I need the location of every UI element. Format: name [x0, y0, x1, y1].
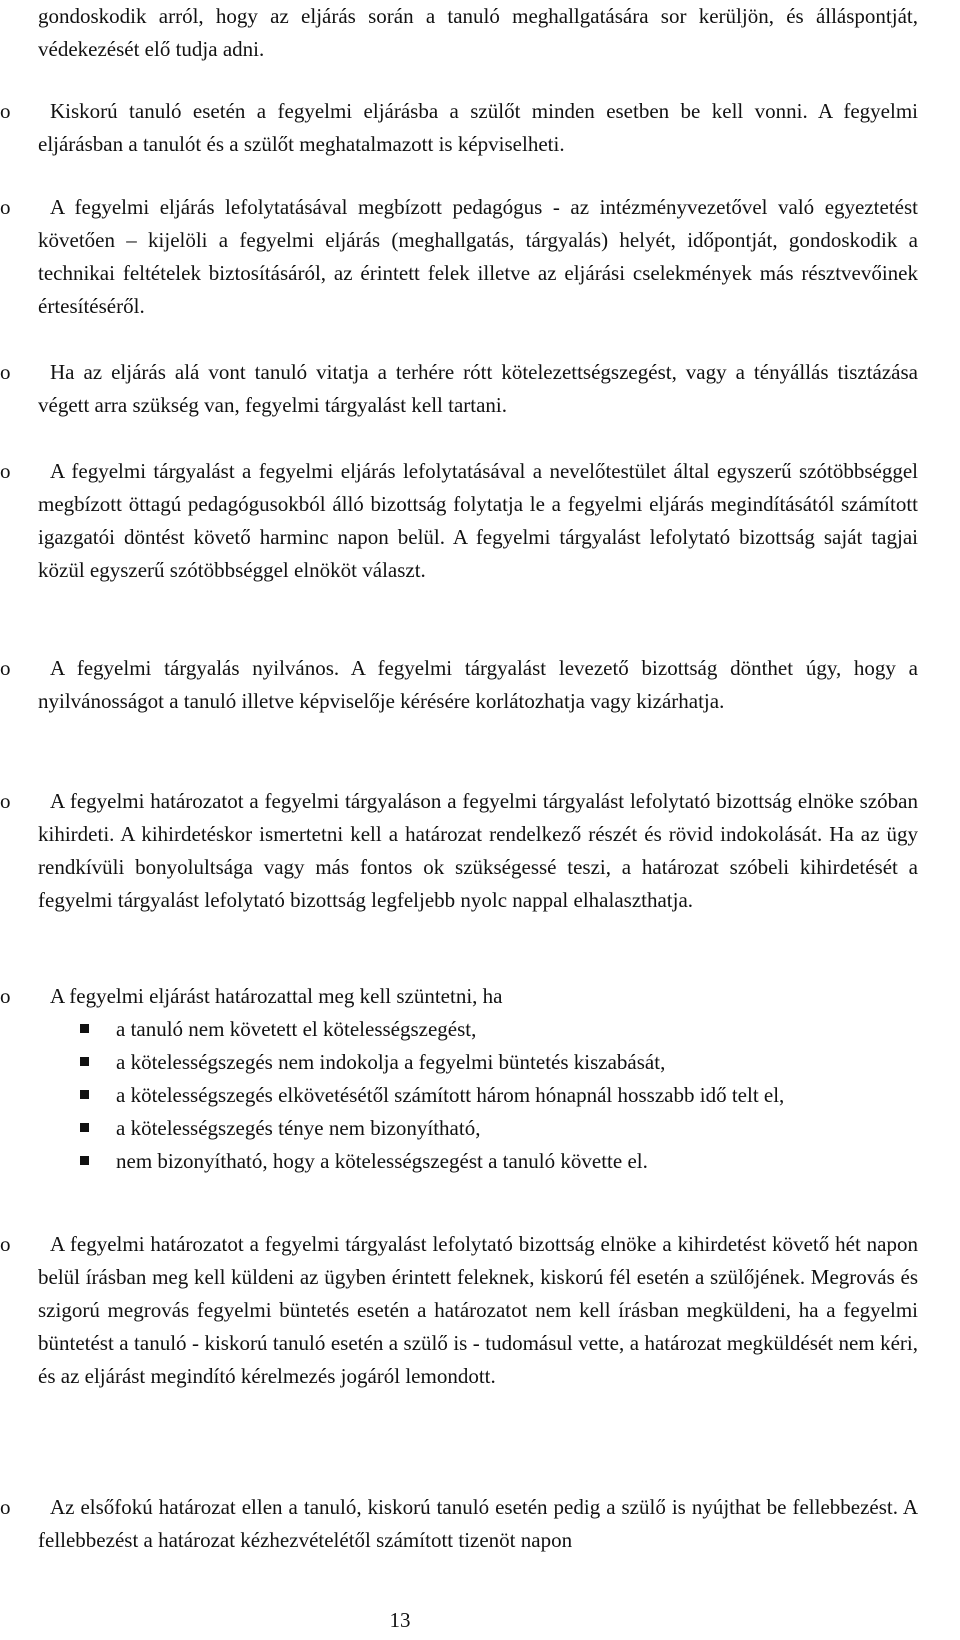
sub-list-item-text: a kötelességszegés ténye nem bizonyítható, [116, 1116, 481, 1140]
list-item [0, 1491, 918, 1557]
intro-continuation: gondoskodik arról, hogy az eljárás során a tanuló meghallgatására sor kerüljön, és álláspontját, védekezését elő tudja adni. [38, 4, 918, 61]
square-bullet-icon [80, 1123, 89, 1132]
square-bullet-icon [80, 1090, 89, 1099]
list-item-text: A fegyelmi eljárás lefolytatásával megbízott pedagógus - az intézményvezetővel való egyeztetést követően – kijelöli a fegyelmi eljárás (meghallgatás, tárgyalás) helyét, időpontját, gondoskodik a technikai feltételek biztosításáról, az érintett felek illetve az eljárási cselekmények más résztvevőinek értesítéséről. [38, 195, 918, 318]
bullet-marker: o [0, 459, 11, 483]
sub-list-item [76, 1079, 918, 1112]
sub-list-item [76, 1112, 918, 1145]
page-number: 13 [389, 1608, 411, 1632]
bullet-marker: o [0, 99, 11, 123]
square-bullet-icon [80, 1156, 89, 1165]
list-item-text: Kiskorú tanuló esetén a fegyelmi eljárásba a szülőt minden esetben be kell vonni. A fegyelmi eljárásban a tanulót és a szülőt meghatalmazott is képviselheti. [38, 99, 918, 156]
list-item [0, 455, 918, 587]
list-item-text: A fegyelmi határozatot a fegyelmi tárgyalást lefolytató bizottság elnöke a kihirdetést követő hét napon belül írásban meg kell küldeni az ügyben érintett feleknek, kiskorú fél esetén a szülőjének. Megrovás és szigorú megrovás fegyelmi büntetés esetén a határozatot nem kell írásban megküldeni, ha a fegyelmi büntetést a tanuló - kiskorú tanuló esetén a szülő is - tudomásul vette, a határozat megküldését nem kéri, és az eljárást megindító kérelmezés jogáról lemondott. [38, 1232, 918, 1388]
bullet-marker: o [0, 1495, 11, 1519]
list-item [0, 191, 918, 323]
sub-list-item [76, 1046, 918, 1079]
bullet-marker: o [0, 789, 11, 813]
list-item-text: Ha az eljárás alá vont tanuló vitatja a terhére rótt kötelezettségszegést, vagy a tényállás tisztázása végett arra szükség van, fegyelmi tárgyalást kell tartani. [38, 360, 918, 417]
list-item-text: A fegyelmi tárgyalás nyilvános. A fegyelmi tárgyalást levezető bizottság dönthet úgy, hogy a nyilvánosságot a tanuló illetve képviselője kérésére korlátozhatja vagy kizárhatja. [38, 656, 918, 713]
sub-list-item [76, 1145, 918, 1178]
list-item-text: Az elsőfokú határozat ellen a tanuló, kiskorú tanuló esetén pedig a szülő is nyújthat be fellebbezést. A fellebbezést a határozat kézhezvételétől számított tizenöt napon [38, 1495, 918, 1552]
sub-list-item-text: a kötelességszegés nem indokolja a fegyelmi büntetés kiszabását, [116, 1050, 666, 1074]
sub-list-item-text: a kötelességszegés elkövetésétől számított három hónapnál hosszabb idő telt el, [116, 1083, 785, 1107]
list-item [0, 95, 918, 161]
bullet-marker: o [0, 195, 11, 219]
list-item [0, 785, 918, 917]
sub-list-item-text: nem bizonyítható, hogy a kötelességszegést a tanuló követte el. [116, 1149, 648, 1173]
list-item [0, 356, 918, 422]
list-item [0, 1228, 918, 1393]
list-item [0, 652, 918, 718]
list-item-text: A fegyelmi tárgyalást a fegyelmi eljárás lefolytatásával a nevelőtestület által egyszerű szótöbbséggel megbízott öttagú pedagógusokból álló bizottság folytatja le a fegyelmi eljárás megindításától számított igazgatói döntést követő harminc napon belül. A fegyelmi tárgyalást lefolytató bizottság saját tagjai közül egyszerű szótöbbséggel elnököt választ. [38, 459, 918, 582]
sub-list-item-text: a tanuló nem követett el kötelességszegést, [116, 1017, 477, 1041]
bullet-marker: o [0, 656, 11, 680]
bullet-marker: o [0, 360, 11, 384]
square-bullet-icon [80, 1057, 89, 1066]
termination-conditions-list [76, 1013, 918, 1178]
bullet-marker: o [0, 984, 11, 1008]
bullet-marker: o [0, 1232, 11, 1256]
sub-list-item [76, 1013, 918, 1046]
list-item-text: A fegyelmi eljárást határozattal meg kell szüntetni, ha [50, 984, 503, 1008]
list-item [0, 980, 918, 1013]
square-bullet-icon [80, 1024, 89, 1033]
list-item-text: A fegyelmi határozatot a fegyelmi tárgyaláson a fegyelmi tárgyalást lefolytató bizottság elnöke szóban kihirdeti. A kihirdetéskor ismertetni kell a határozat rendelkező részét és rövid indokolását. Ha az ügy rendkívüli bonyolultsága vagy más fontos ok szükségessé teszi, a határozat szóbeli kihirdetését a fegyelmi tárgyalást lefolytató bizottság legfeljebb nyolc nappal elhalaszthatja. [38, 789, 918, 912]
